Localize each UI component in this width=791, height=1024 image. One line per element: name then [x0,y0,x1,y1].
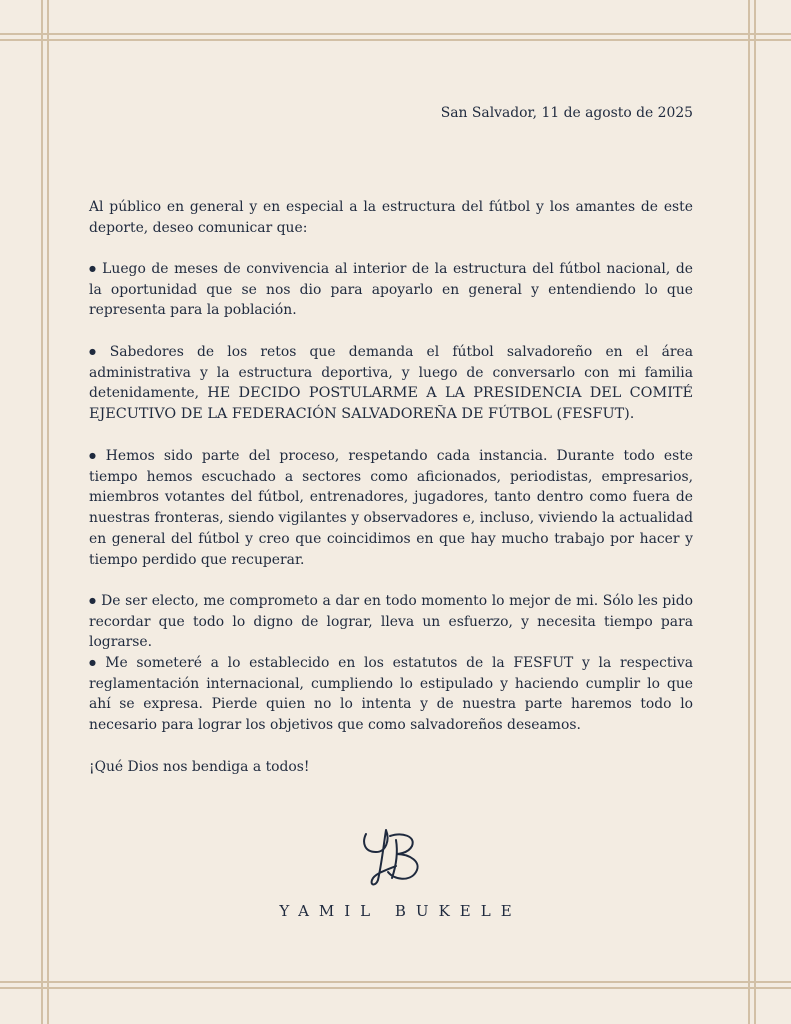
signature-monogram-icon [356,822,436,892]
bullet-paragraph-2 [89,342,693,425]
bottom-border-line-inner [0,981,791,983]
candidacy-announcement: HE DECIDO POSTULARME A LA PRESIDENCIA DEL COMITÉ EJECUTIVO DE LA FEDERACIÓN SALVADOREÑA DE FÚTBOL (FESFUT). [89,385,693,423]
signature-name: YAMIL BUKELE [279,902,522,920]
bullet-text-2: Sabedores de los retos que demanda el fútbol salvadoreño en el área administrativa y la estructura deportiva, y luego de conversarlo con mi familia detenidamente, [89,344,694,402]
top-border-line-inner [0,39,791,41]
letter-intro: Al público en general y en especial a la estructura del fútbol y los amantes de este deporte, deseo comunicar que: [89,199,693,236]
bullet-paragraph-1 [89,259,693,321]
bullet-text-5: Me someteré a lo establecido en los estatutos de la FESFUT y la respectiva reglamentación internacional, cumpliendo lo estipulado y haciendo cumplir lo que ahí se expresa. Pierde quien no lo intenta y de nuestra parte haremos todo lo necesario para lograr los objetivos que como salvadoreños deseamos. [89,655,694,734]
top-border-line-outer [0,33,791,35]
bottom-border-line-outer [0,987,791,989]
letter-date: San Salvador, 11 de agosto de 2025 [440,105,693,121]
bullet-text-3: Hemos sido parte del proceso, respetando cada instancia. Durante todo este tiempo hemos escuchado a sectores como aficionados, periodistas, empresarios, miembros votantes del fútbol, entrenadores, jugadores, tanto dentro como fuera de nuestras fronteras, siendo vigilantes y observadores e, incluso, viviendo la actualidad en general del fútbol y creo que coincidimos en que hay mucho trabajo por hacer y tiempo perdido que recuperar. [89,448,694,568]
bullet-text-4: De ser electo, me comprometo a dar en todo momento lo mejor de mi. Sólo les pido recordar que todo lo digno de lograr, lleva un esfuerzo, y necesita tiempo para lograrse. [89,593,694,651]
bullet-paragraph-4 [89,591,693,653]
letter-closing: ¡Qué Dios nos bendiga a todos! [89,759,310,775]
handwritten-signature [0,822,791,892]
bullet-text-1: Luego de meses de convivencia al interior de la estructura del fútbol nacional, de la oportunidad que se nos dio para apoyarlo en general y entendiendo lo que representa para la población. [89,261,693,319]
bullet-paragraph-3 [89,446,693,570]
bullet-paragraph-5 [89,653,693,736]
